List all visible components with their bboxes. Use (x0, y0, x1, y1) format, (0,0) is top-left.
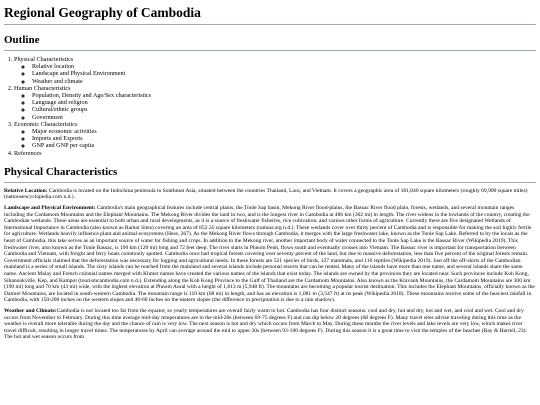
physical-heading: Physical Characteristics (4, 165, 536, 183)
outline-subitem: ◦ Population, Density and Age/Sex characteristics (32, 92, 536, 99)
outline-list (4, 56, 536, 157)
outline-subitem: ◦ GNP and GNP per capita (32, 142, 536, 149)
landscape-lead: Landscape and Physical Environment: (4, 205, 96, 212)
outline-subitem: ◦ Cultural/ethnic groups (32, 106, 536, 113)
outline-heading: Outline (4, 33, 536, 51)
outline-subitem: ◦ Major economic activities (32, 128, 536, 135)
outline-subitem: ◦ Imports and Exports (32, 135, 536, 142)
outline-item-label: Physical Characteristics (14, 56, 74, 63)
outline-section (4, 33, 536, 157)
outline-subitem: ◦ Government (32, 114, 536, 121)
page-title: Regional Geography of Cambodia (4, 4, 536, 25)
weather-text: Cambodia is not located too far from the equator, so yearly temperatures are overall fairly warm to hot. Cambodia has four distinct seasons: cool and dry, hot and dry, hot and wet, and cool and wet. Cool and dry occurs from November to February. During this time average mid-day temperatures are in the mid-20s (between 69-75 degrees F) and can dip below 20 degrees (68 degrees F). Many travel sites advise traveling during this time as the weather is overall more tolerable during the day and the chance of rain is very low. The next season is hot and dry which occurs from March to May. During these months the river levels and lake levels are very low, which makes river travel difficult, resulting in longer travel times. The temperatures by April can average around the mid to upper 30s (between 93-100 degrees F). During this season it is a great time to visit the temples of the beaches (Ray & Harrell, 23). The hot and wet season occurs from (4, 307, 527, 341)
outline-subitem: ◦ Language and religion (32, 99, 536, 106)
outline-item-physical (14, 56, 536, 85)
landscape-paragraph (4, 205, 536, 304)
location-paragraph (4, 188, 536, 201)
location-lead: Relative Location: (4, 187, 48, 194)
outline-item-label: Economic Characteristics (14, 120, 78, 128)
outline-item-label: References (14, 149, 42, 157)
landscape-text: Cambodia's main geographical features include central plains, the Tonle Sap basin, Mekong River flood-plains, the Bassac River flood plain, forests, wetlands, and several mountain ranges including the Cardamom Mountains and the Elephant Mountains. The Mekong River divides the land in two, and is the longest river in Cambodia at 486 km (302 mi) in length. The river widens in the lowlands of the country, creating the Cambodian wetlands. These areas are essential to both urban and rural developments, as it is a source of freshwater fisheries, rice cultivation, and various other forms of agriculture. Currently there are five designated Wetlands of International Importance in Cambodia (also known as Ramar Sites) covering an area of 852.35 square kilometers (ramsar.org n.d.). These wetlands cover over thirty percent of Cambodia and is responsible for making the soil highly fertile for agriculture. Wetlands heavily influence plant and animal ecosystems (Hess, 267). As the Mekong River flows through Cambodia, it merges with the large freshwater lake, known as the Tonle Sap Lake. Referred to by the locals as the heart of Cambodia, this lake serves as an important source of water for fishing and crops. In addition to the Mekong river, another important body of water connected to the Tonle Sap Lake is the Bassac River (Wikipedia 2019). This freshwater river, also known as the Tonle Bassac, is 190 km (120 mi) long and 72 feet deep. The river starts in Phnom Penh, flows south and eventually crosses into Vietnam. The Bassac river is important for transportation between Cambodia and Vietnam, with freight and ferry boats commonly spotted. Cambodia once had tropical forests covering over seventy percent of the land, but due to massive deforestation, less than five percent of the original forests remain. Government officials claimed that the deforestation was necessary for logging and agricultural needs. In these forests are 521 species of birds, 127 mammals, and 116 reptiles (Wikipedia 2019). Just off the off-skirts of the Cambodian mainland is a series of small islands. The sixty islands can be reached from the mainland and several islands include personal resorts that can be rented. Many of the islands have more than one name, and several islands share the same name. Ancient Malay and French colonial names merged with Khmer names have created the various names of the islands that exist today. The islands are owned by the provinces they are located near. Such provinces include Koh Kong, Sihanoukville, Kep, and Kampot (tourismcambodia.com n.d.). Extending along the Koh Kong Province to the Gulf of Thailand are the Cardamom Mountains. Also known as the Kravanh Mountains, the Cardamom Mountains are 300 km (190 mi) long and 70 km (43 mi) wide, with the highest elevation at Phnom Aural with a height of 1,813 m (5,948 ft). The mountains are becoming a popular tourist destination. This includes the Elephant Mountains, officially known as the Damrei Mountains, are located in south-western Cambodia. The mountain range is 110 km (68 mi) in length, and has an elevation is 1,081 m (3,547 ft) at its peak (Wikipedia 2018). These mountains receive some of the heaviest rainfall in Cambodia, with 150-200 inches on the western slopes and 40-60 inches on the eastern slopes (the difference in precipitation is due to a rain shadow). (4, 205, 535, 304)
outline-item-label: Human Characteristics (14, 84, 71, 92)
weather-lead: Weather and Climate: (4, 307, 57, 314)
outline-item-references (14, 150, 536, 157)
location-text: Cambodia is located on the Indochina peninsula in Southeast Asia, situated between the countries Thailand, Laos, and Vietnam. It covers a geographic area of 181,040 square kilometers (roughly 69,900 square miles) (nationsencyclopedia.com n.d.). (4, 187, 528, 201)
outline-item-human (14, 85, 536, 121)
outline-subitem: ◦ Relative location (32, 63, 536, 70)
outline-item-economic (14, 121, 536, 150)
outline-subitem: ◦ Weather and climate (32, 78, 536, 85)
weather-paragraph (4, 308, 536, 341)
outline-subitem: ◦ Landscape and Physical Environment (32, 70, 536, 77)
